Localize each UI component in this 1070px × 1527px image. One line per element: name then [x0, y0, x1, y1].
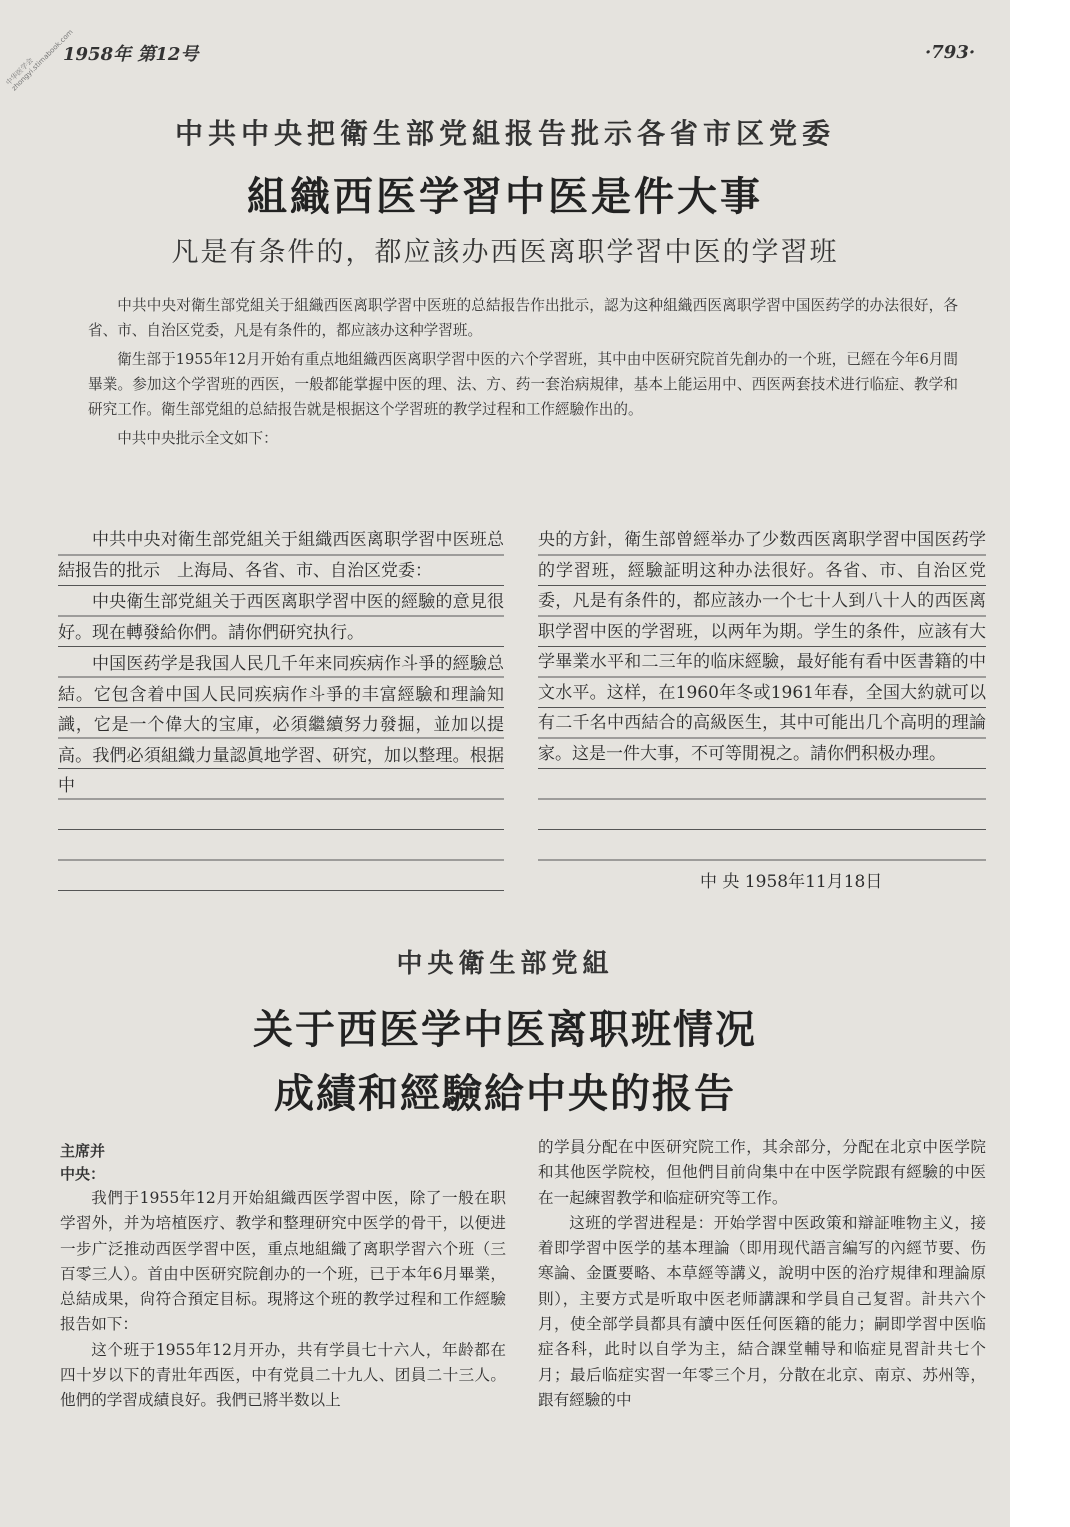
- directive-paragraph: 中国医药学是我国人民几千年来同疾病作斗爭的經驗总結。它包含着中国人民同疾病作斗爭的丰富經驗和理論知識，它是一个偉大的宝庫，必須繼續努力發掘，並加以提高。我們必須組織力量認眞地学習、研究，加以整理。根据中: [58, 654, 504, 796]
- intro-paragraph: 中共中央批示全文如下：: [117, 430, 278, 447]
- issue-label: 1958年 第12号: [63, 44, 199, 65]
- report-addressee: 主席并: [60, 1142, 106, 1160]
- report-column-right: [538, 1135, 986, 1515]
- report-title-line2: 成績和經驗給中央的报告: [274, 1070, 736, 1117]
- intro-paragraph: 中共中央对衛生部党組关于組織西医离职学習中医班的总結报告作出批示，認为这种組織西医离职学習中国医药学的办法很好，各省、市、自治区党委，凡是有条件的，都应該办这种学習班。: [88, 297, 958, 339]
- directive-heading: 中共中央对衛生部党組关于組織西医离职学習中医班总結报告的批示 上海局、各省、市、自治区党委：: [58, 530, 504, 581]
- report-overtitle: 中央衛生部党組: [396, 949, 614, 979]
- notice-subtitle: 凡是有条件的，都应該办西医离职学習中医的学習班: [171, 237, 839, 268]
- page-number: ·793·: [925, 42, 976, 63]
- report-paragraph: 这个班于1955年12月开办，共有学員七十六人，年龄都在四十岁以下的青壯年西医，中有党員二十九人、团員二十三人。他們的学習成績良好。我們已將半数以上: [60, 1340, 506, 1410]
- notice-intro: [88, 293, 958, 451]
- report-title-line1: 关于西医学中医离职班情况: [253, 1006, 757, 1053]
- report-paragraph-continued: 的学員分配在中医研究院工作，其余部分，分配在北京中医学院和其他医学院校，但他們目前尙集中在中医学院跟有經驗的中医在一起練習教学和临症研究等工作。: [538, 1138, 986, 1207]
- report-addressee: 中央：: [60, 1165, 106, 1183]
- notice-title: 組織西医学習中医是件大事: [247, 173, 763, 220]
- intro-paragraph: 衛生部于1955年12月开始有重点地組織西医离职学習中医的六个学習班，其中由中医研究院首先創办的一个班，已經在今年6月間畢業。参加这个学習班的西医，一般都能掌握中医的理、法、方、药一套治病規律，基本上能运用中、西医两套技术进行临症、教学和研究工作。衛生部党組的总結报告就是根据这个学習班的教学过程和工作經驗作出的。: [88, 351, 958, 418]
- directive-paragraph: 中央衛生部党組关于西医离职学習中医的經驗的意見很好。现在轉發給你們。請你們研究执行。: [58, 592, 504, 643]
- directive-signature: 中 央 1958年11月18日: [700, 872, 883, 892]
- watermark: 中华医学会 zhongyi.stimabook.com: [4, 28, 75, 93]
- report-paragraph: 这班的学習进程是：开始学習中医政策和辯証唯物主义，接着即学習中医学的基本理論（即用现代語言編写的內經节要、伤寒論、金匱要略、本草經等講义，說明中医的治疗規律和理論原則），主要方式是听取中医老师講課和学員自己复習。計共六个月，使全部学員都具有讀中医任何医籍的能力；嗣即学習中医临症各科，此时以自学为主，結合課堂輔导和临症見習計共七个月；最后临症实習一年零三个月，分散在北京、南京、苏州等，跟有經驗的中: [538, 1213, 986, 1409]
- directive-column-left: [58, 525, 504, 891]
- notice-overtitle: 中共中央把衛生部党組报告批示各省市区党委: [174, 117, 835, 150]
- report-paragraph: 我們于1955年12月开始組織西医学習中医，除了一般在职学習外，并为培植医疗、教学和整理研究中医学的骨干，以便进一步广泛推动西医学習中医，重点地組織了离职学習六个班（三百零三人）。首由中医研究院創办的一个班，已于本年6月畢業，总結成果，尙符合預定目标。現將这个班的教学过程和工作經驗报告如下：: [60, 1189, 506, 1334]
- directive-paragraph-continued: 央的方針，衛生部曾經举办了少数西医离职学習中国医药学的学習班，經驗証明这种办法很好。各省、市、自治区党委，凡是有条件的，都应該办一个七十人到八十人的西医离职学習中医的学習班，以两年为期。学生的条件，应該有大学畢業水平和二三年的临床經驗，最好能有看中医書籍的中文水平。这样，在1960年冬或1961年春，全国大約就可以有二千名中西結合的高級医生，其中可能出几个高明的理論家。这是一件大事，不可等閒視之。請你們积极办理。: [538, 530, 986, 764]
- directive-column-right: [538, 525, 986, 861]
- report-column-left: [60, 1186, 506, 1516]
